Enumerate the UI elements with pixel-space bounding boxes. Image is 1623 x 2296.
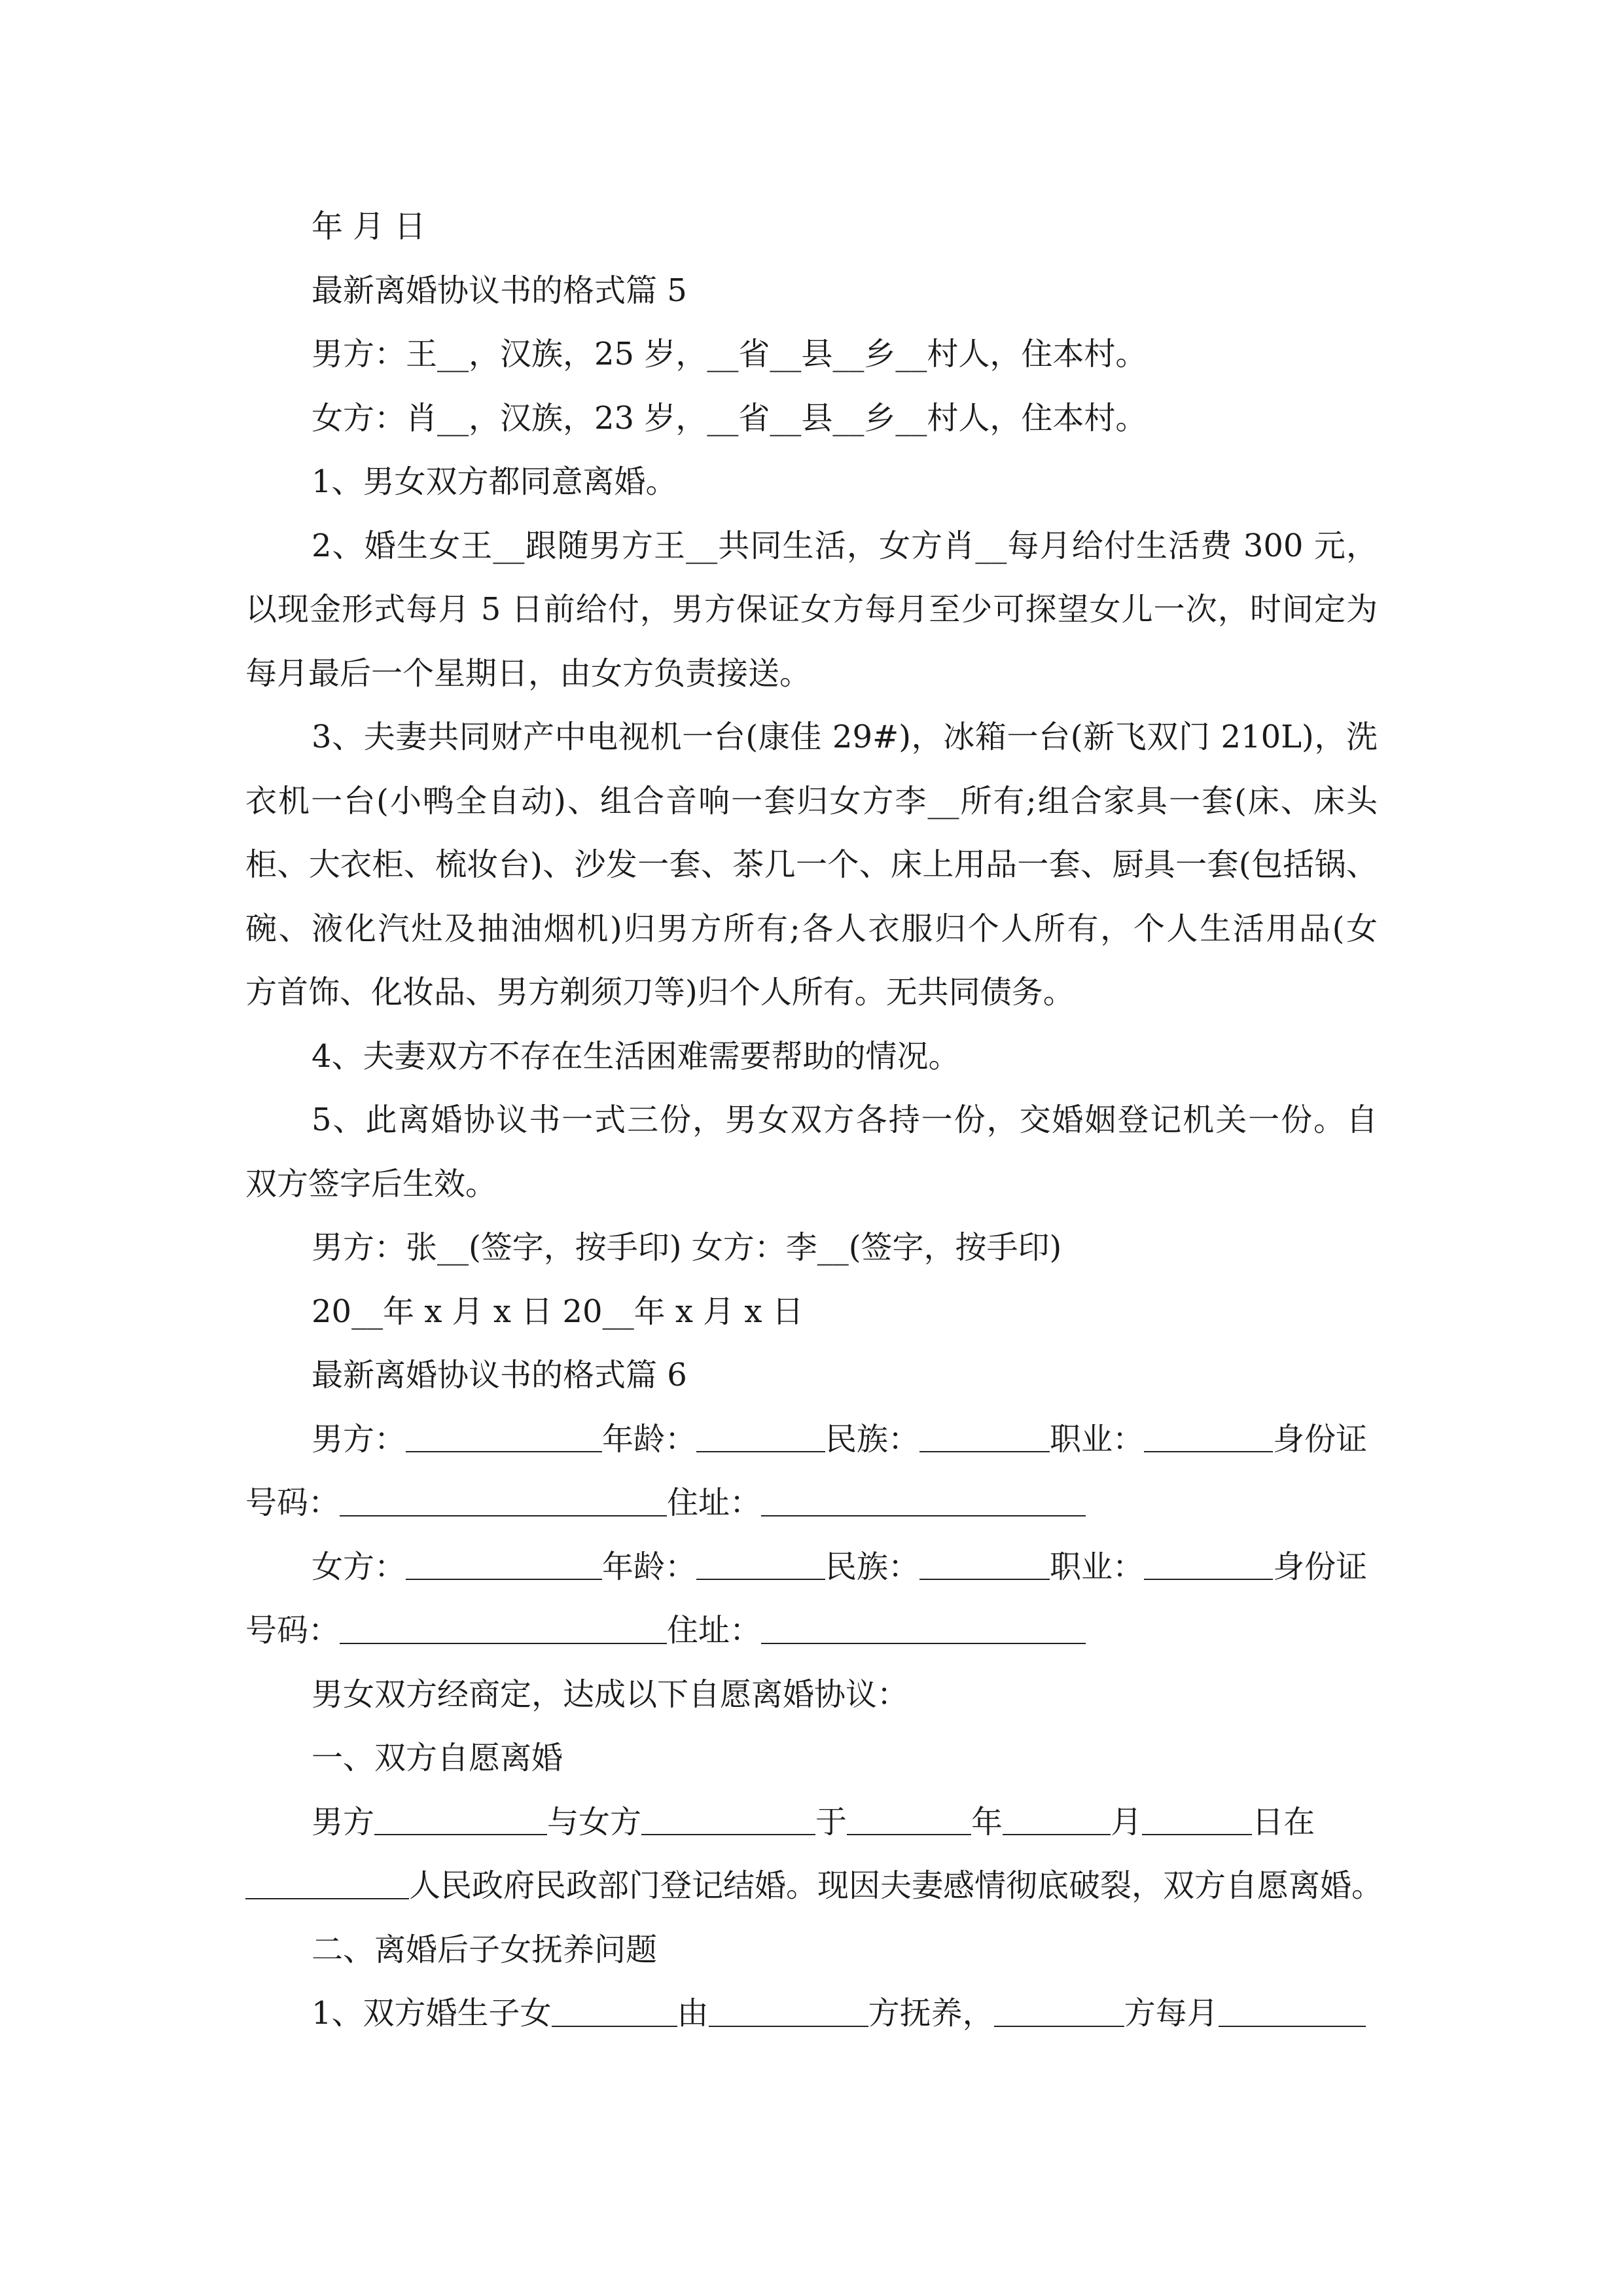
text-line [245,1216,1378,1280]
line-content [312,1344,1378,1408]
text-segment: 由 [677,1995,709,2032]
text-segment: 民族： [825,1548,920,1585]
text-segment: 号码： [245,1612,340,1649]
text-segment: 4、夫妻双方不存在生活困难需要帮助的情况。 [312,1037,960,1075]
text-segment: 方每月 [1124,1995,1219,2032]
text-line [245,961,1378,1025]
line-content [312,1088,1378,1153]
text-segment: 日在 [1252,1803,1315,1840]
text-line [245,195,1378,259]
line-content [312,514,1378,579]
text-line [245,833,1378,897]
text-line [245,1088,1378,1153]
text-segment: 最新离婚协议书的格式篇 6 [312,1357,687,1393]
text-segment: 身份证 [1273,1548,1368,1585]
line-content [312,450,1378,514]
line-content [245,770,1378,834]
text-line [245,1471,1378,1535]
text-segment: 3、夫妻共同财产中电视机一台(康佳 29#)，冰箱一台(新飞双门 210L)，洗 [312,719,1378,755]
text-line [245,514,1378,579]
text-line [245,1854,1383,1918]
text-segment: 男方：王__，汉族，25 岁，__省__县__乡__村人，住本村。 [312,336,1147,372]
text-segment: 双方签字后生效。 [245,1165,497,1202]
document-page [245,195,1383,2046]
text-segment: 年龄： [602,1548,697,1585]
text-segment: 号码： [245,1484,340,1521]
text-line [245,1599,1378,1663]
line-content [312,387,1378,451]
fill-in-blank [919,1420,1050,1452]
line-content [312,706,1378,770]
text-line [245,1153,1378,1217]
fill-in-blank [761,1611,1086,1644]
line-content [312,1727,1378,1791]
text-segment: 一、双方自愿离婚 [312,1740,563,1776]
text-line [245,642,1378,706]
text-segment: 二、离婚后子女抚养问题 [312,1931,658,1968]
line-content [245,961,1378,1025]
text-segment: 年龄： [602,1420,697,1458]
text-segment: 女方： [312,1548,406,1585]
text-segment: 20__年 x 月 x 日 20__年 x 月 x 日 [312,1293,804,1330]
text-segment: 每月最后一个星期日，由女方负责接送。 [245,655,812,692]
fill-in-blank [709,1994,868,2027]
line-content [312,1663,1378,1727]
line-content [245,1854,1383,1918]
line-content [245,1153,1378,1217]
text-segment: 年 [971,1803,1003,1840]
text-line [245,387,1378,451]
text-segment: 2、婚生女王__跟随男方王__共同生活，女方肖__每月给付生活费 300 元， [312,527,1378,564]
fill-in-blank [994,1994,1124,2027]
fill-in-blank [1142,1803,1252,1835]
line-content [245,1471,1378,1535]
text-line [245,450,1378,514]
line-content [245,833,1378,897]
text-segment: 男方 [312,1803,375,1840]
text-line [245,578,1378,642]
fill-in-blank [1219,1994,1366,2027]
text-segment: 男女双方经商定，达成以下自愿离婚协议： [312,1676,909,1713]
fill-in-blank [245,1867,409,1899]
line-content [312,195,1378,259]
text-segment: 住址： [667,1484,762,1521]
line-content [312,1918,1378,1982]
fill-in-blank [1144,1420,1273,1452]
text-segment: 月 [1111,1803,1143,1840]
text-line [245,1408,1378,1472]
line-content [245,1599,1378,1663]
text-line [245,1727,1378,1791]
text-line [245,323,1378,387]
text-segment: 民族： [825,1420,920,1458]
text-line [245,1791,1378,1855]
line-content [312,259,1378,323]
line-content [312,1025,1378,1089]
fill-in-blank [1003,1803,1111,1835]
text-segment: 人民政府民政部门登记结婚。现因夫妻感情彻底破裂，双方自愿离婚。 [409,1867,1383,1904]
text-segment: 以现金形式每月 5 日前给付，男方保证女方每月至少可探望女儿一次，时间定为 [245,591,1378,628]
text-segment: 1、双方婚生子女 [312,1995,552,2032]
text-segment: 身份证 [1273,1420,1368,1458]
line-content [312,1982,1378,2046]
text-line [245,1344,1378,1408]
line-content [245,578,1378,642]
text-line [245,1663,1378,1727]
text-line [245,706,1378,770]
fill-in-blank [1144,1547,1273,1580]
text-segment: 方抚养， [868,1995,994,2032]
line-content [245,897,1378,961]
text-segment: 于 [815,1803,847,1840]
text-line [245,259,1378,323]
text-line [245,1535,1378,1600]
line-content [312,1280,1378,1344]
text-line [245,1280,1378,1344]
text-segment: 职业： [1050,1548,1145,1585]
text-segment: 碗、液化汽灶及抽油烟机)归男方所有;各人衣服归个人所有，个人生活用品(女 [245,910,1378,947]
fill-in-blank [641,1803,815,1835]
text-line [245,897,1378,961]
line-content [312,1216,1378,1280]
text-segment: 方首饰、化妆品、男方剃须刀等)归个人所有。无共同债务。 [245,974,1075,1011]
fill-in-blank [406,1420,602,1452]
fill-in-blank [847,1803,971,1835]
text-segment: 衣机一台(小鸭全自动)、组合音响一套归女方李__所有;组合家具一套(床、床头 [245,782,1378,819]
fill-in-blank [552,1994,677,2027]
text-segment: 职业： [1050,1420,1145,1458]
fill-in-blank [406,1547,602,1580]
text-line [245,1982,1378,2046]
line-content [312,323,1378,387]
text-line [245,1025,1378,1089]
text-segment: 柜、大衣柜、梳妆台)、沙发一套、茶几一个、床上用品一套、厨具一套(包括锅、 [245,846,1378,883]
fill-in-blank [919,1547,1050,1580]
text-segment: 与女方 [547,1803,642,1840]
text-segment: 年 月 日 [312,208,426,245]
fill-in-blank [761,1484,1086,1516]
text-segment: 男方： [312,1420,406,1458]
text-line [245,770,1378,834]
text-segment: 住址： [667,1612,762,1649]
fill-in-blank [696,1547,825,1580]
line-content [312,1535,1378,1600]
text-segment: 女方：肖__，汉族，23 岁，__省__县__乡__村人，住本村。 [312,399,1147,437]
text-segment: 最新离婚协议书的格式篇 5 [312,272,687,309]
fill-in-blank [340,1611,667,1644]
line-content [245,642,1378,706]
line-content [312,1791,1378,1855]
text-segment: 男方：张__(签字，按手印) 女方：李__(签字，按手印) [312,1229,1062,1266]
fill-in-blank [696,1420,825,1452]
text-segment: 5、此离婚协议书一式三份，男女双方各持一份，交婚姻登记机关一份。自 [312,1102,1378,1138]
text-segment: 1、男女双方都同意离婚。 [312,463,677,500]
fill-in-blank [374,1803,547,1835]
text-line [245,1918,1378,1982]
fill-in-blank [340,1484,667,1516]
line-content [312,1408,1378,1472]
